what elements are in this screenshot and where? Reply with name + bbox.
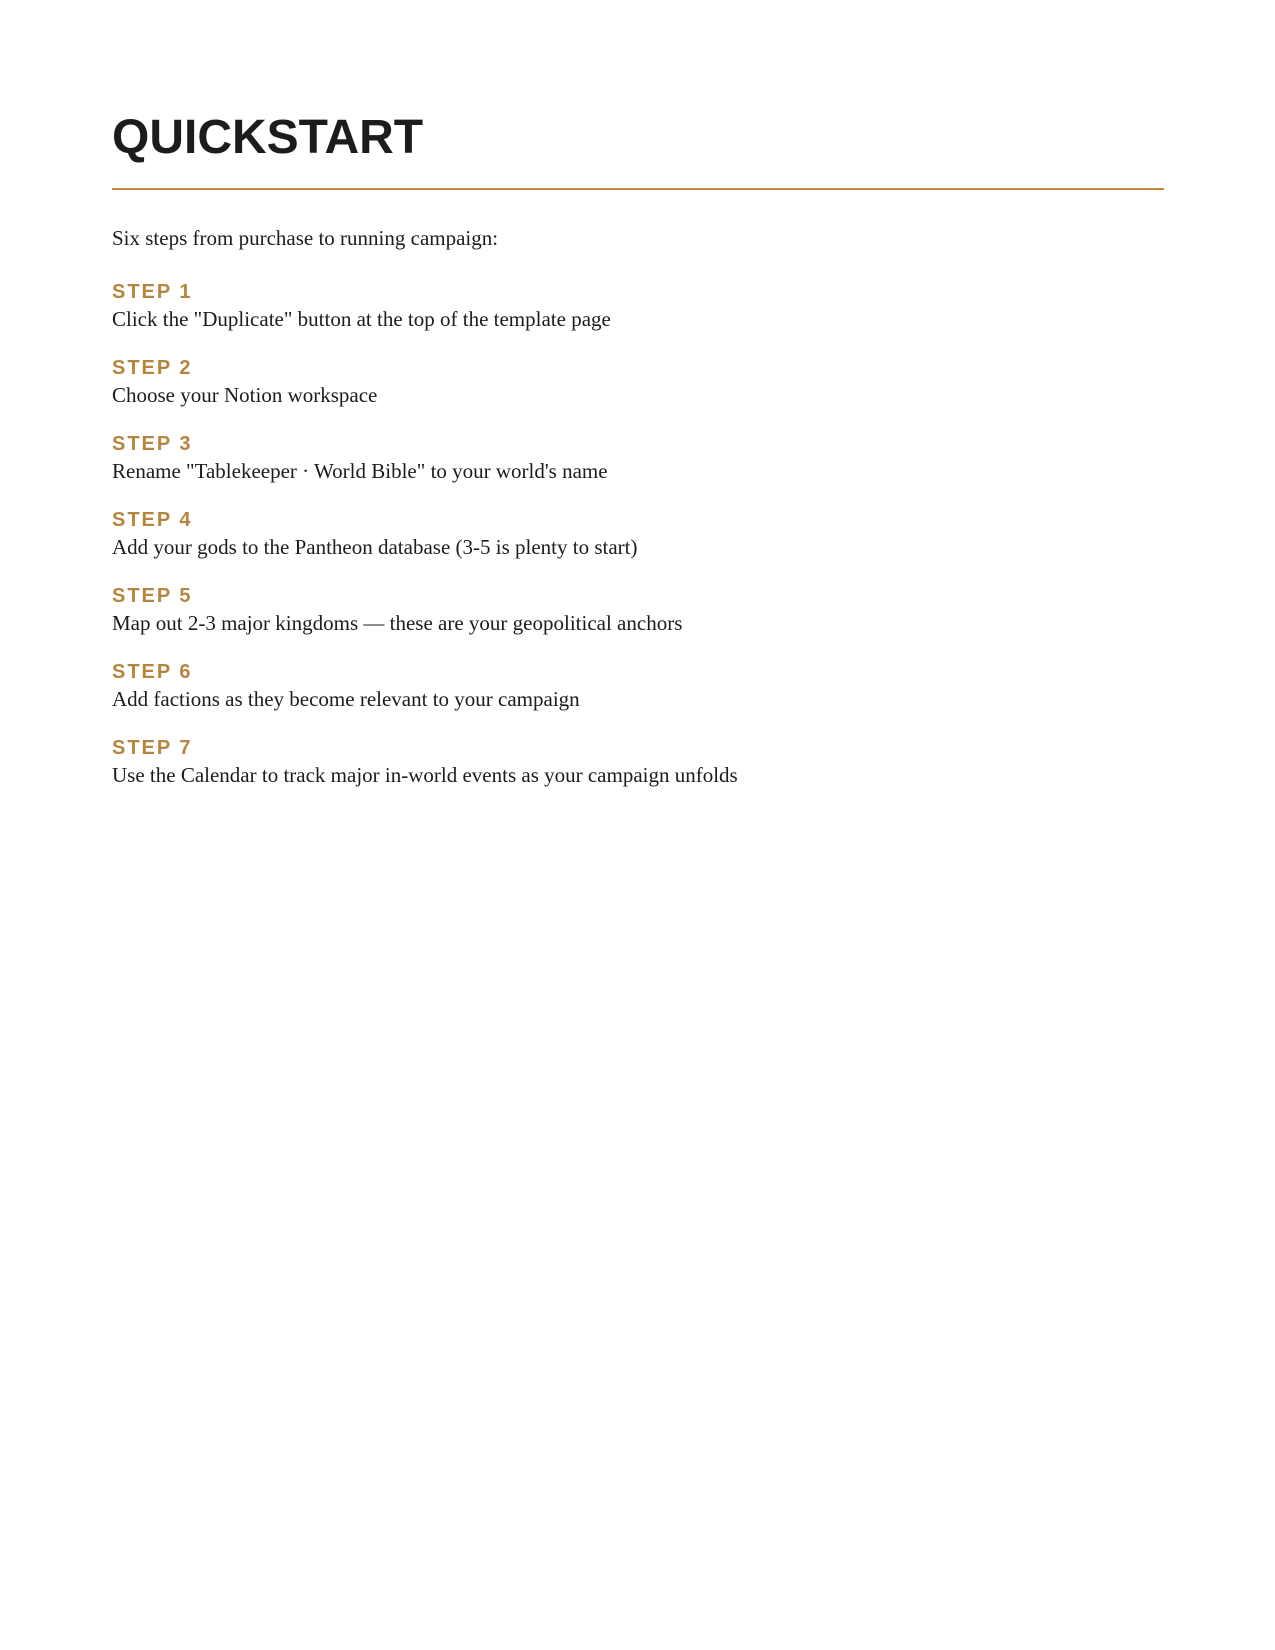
step-item	[112, 660, 1164, 714]
step-label: STEP 7	[112, 737, 193, 759]
step-item	[112, 356, 1164, 410]
step-text: Click the "Duplicate" button at the top of the template page	[112, 307, 611, 331]
steps-list	[112, 280, 1164, 790]
page-title: QUICKSTART	[112, 111, 424, 164]
step-label: STEP 5	[112, 585, 193, 607]
step-text: Map out 2-3 major kingdoms — these are your geopolitical anchors	[112, 611, 683, 635]
step-label: STEP 3	[112, 433, 193, 455]
intro-text: Six steps from purchase to running campaign:	[112, 226, 499, 250]
step-item	[112, 736, 1164, 790]
step-item	[112, 508, 1164, 562]
step-text: Choose your Notion workspace	[112, 383, 378, 407]
step-item	[112, 432, 1164, 486]
step-label: STEP 2	[112, 357, 193, 379]
step-label: STEP 1	[112, 281, 193, 303]
step-item	[112, 280, 1164, 334]
step-label: STEP 4	[112, 509, 193, 531]
step-text: Add your gods to the Pantheon database (3-5 is plenty to start)	[112, 535, 638, 559]
document-page	[112, 108, 1164, 812]
step-label: STEP 6	[112, 661, 193, 683]
step-text: Use the Calendar to track major in-world events as your campaign unfolds	[112, 763, 738, 787]
step-text: Rename "Tablekeeper · World Bible" to your world's name	[112, 459, 608, 483]
title-divider	[112, 188, 1164, 190]
step-item	[112, 584, 1164, 638]
step-text: Add factions as they become relevant to your campaign	[112, 687, 580, 711]
